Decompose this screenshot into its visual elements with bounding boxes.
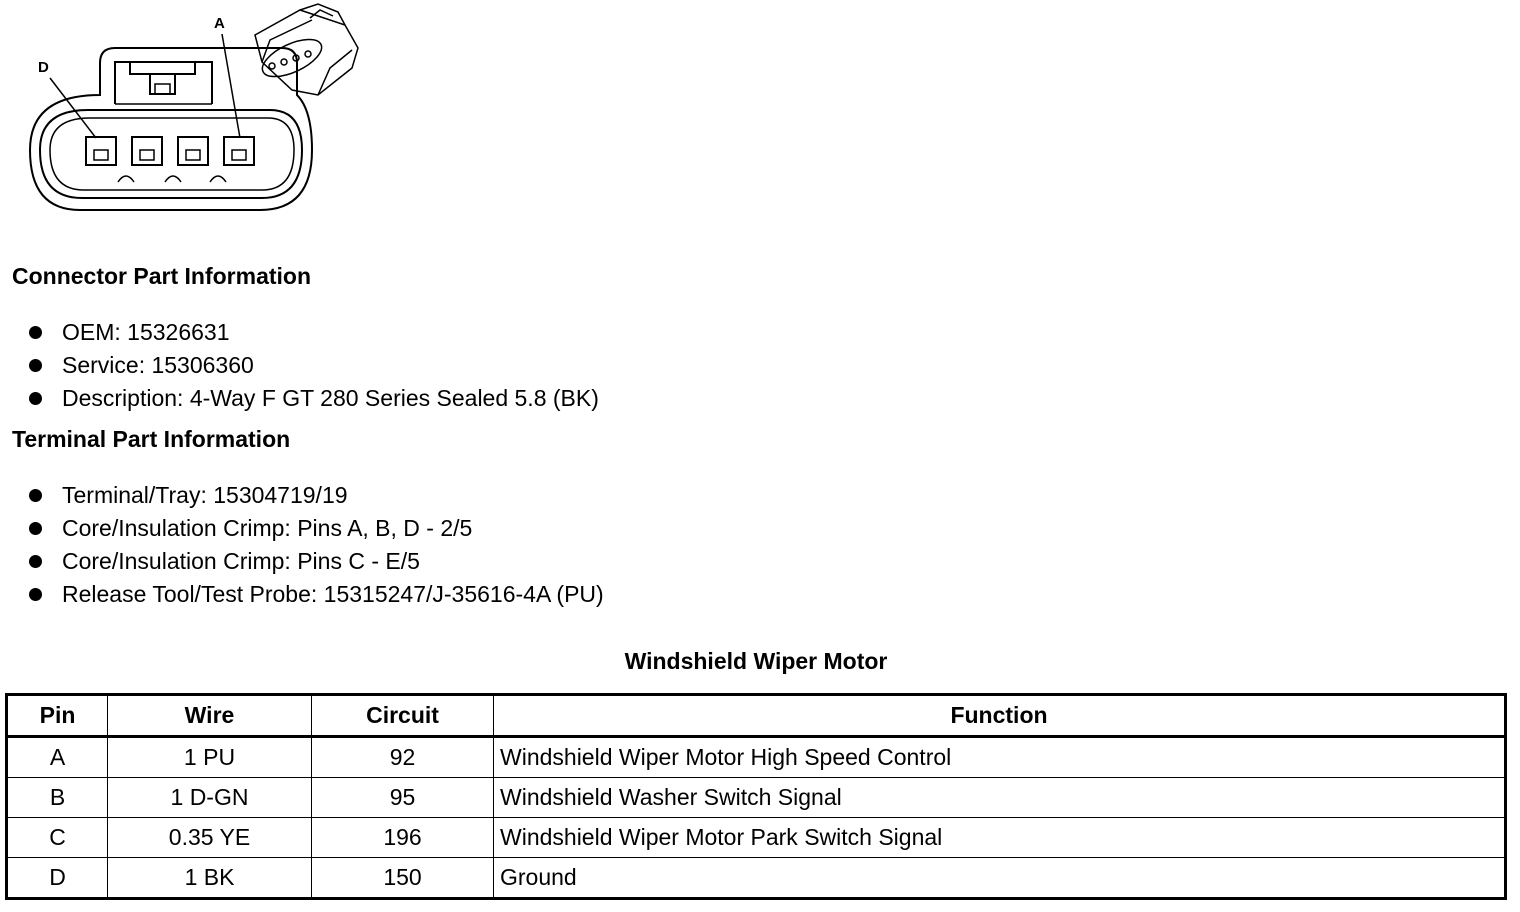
table-title: Windshield Wiper Motor [624,648,888,674]
cell-circuit: 150 [312,858,494,899]
terminal-cavity-a [224,137,254,165]
cell-function: Ground [494,858,1506,899]
cell-wire: 0.35 YE [108,818,312,858]
pin-label-d: D [38,59,49,76]
header-function: Function [494,695,1506,737]
bullet-icon [29,359,42,372]
bullet-icon [29,555,42,568]
table-row [7,858,1506,899]
bullet-icon [29,522,42,535]
header-pin: Pin [7,695,108,737]
connector-info-item [0,349,599,382]
table-row [7,778,1506,818]
table-header-row [7,695,1506,737]
pin-label-a: A [214,15,225,32]
cell-function: Windshield Wiper Motor Park Switch Signal [494,818,1506,858]
terminal-cavity-b [178,137,208,165]
connector-info-item [0,382,599,415]
connector-inner-shell [40,110,302,198]
terminal-info-item [0,545,604,578]
connector-info-item [0,316,599,349]
terminal-info-item [0,479,604,512]
terminal-info-item [0,578,604,611]
cell-pin: C [7,818,108,858]
terminal-info-item [0,512,604,545]
connector-info-list [0,316,599,415]
pin-table [5,693,1507,900]
bullet-icon [29,392,42,405]
release-tool: Release Tool/Test Probe: 15315247/J-35616-4A (PU) [62,581,604,607]
connector-thumbnail [255,4,358,95]
bullet-icon [29,588,42,601]
terminal-info-list [0,479,604,611]
bullet-icon [29,489,42,502]
connector-diagram [0,0,380,220]
cell-pin: B [7,778,108,818]
connector-info-heading: Connector Part Information [12,263,312,289]
cell-wire: 1 PU [108,737,312,778]
leader-line-a [222,34,240,138]
header-circuit: Circuit [312,695,494,737]
header-wire: Wire [108,695,312,737]
cell-wire: 1 D-GN [108,778,312,818]
terminal-cavity-c [132,137,162,165]
connector-outer-shell [30,48,312,210]
table-row [7,818,1506,858]
connector-service: Service: 15306360 [62,352,254,378]
connector-description: Description: 4-Way F GT 280 Series Sealed 5.8 (BK) [62,385,599,411]
cell-pin: A [7,737,108,778]
table-row [7,737,1506,778]
cell-function: Windshield Washer Switch Signal [494,778,1506,818]
bullet-icon [29,326,42,339]
cell-wire: 1 BK [108,858,312,899]
connector-oem: OEM: 15326631 [62,319,230,345]
cell-circuit: 196 [312,818,494,858]
cell-circuit: 92 [312,737,494,778]
cell-pin: D [7,858,108,899]
terminal-info-heading: Terminal Part Information [12,426,291,452]
crimp-pins-c: Core/Insulation Crimp: Pins C - E/5 [62,548,420,574]
terminal-cavity-d [86,137,116,165]
cell-circuit: 95 [312,778,494,818]
cell-function: Windshield Wiper Motor High Speed Control [494,737,1506,778]
crimp-pins-abd: Core/Insulation Crimp: Pins A, B, D - 2/5 [62,515,473,541]
terminal-tray: Terminal/Tray: 15304719/19 [62,482,348,508]
